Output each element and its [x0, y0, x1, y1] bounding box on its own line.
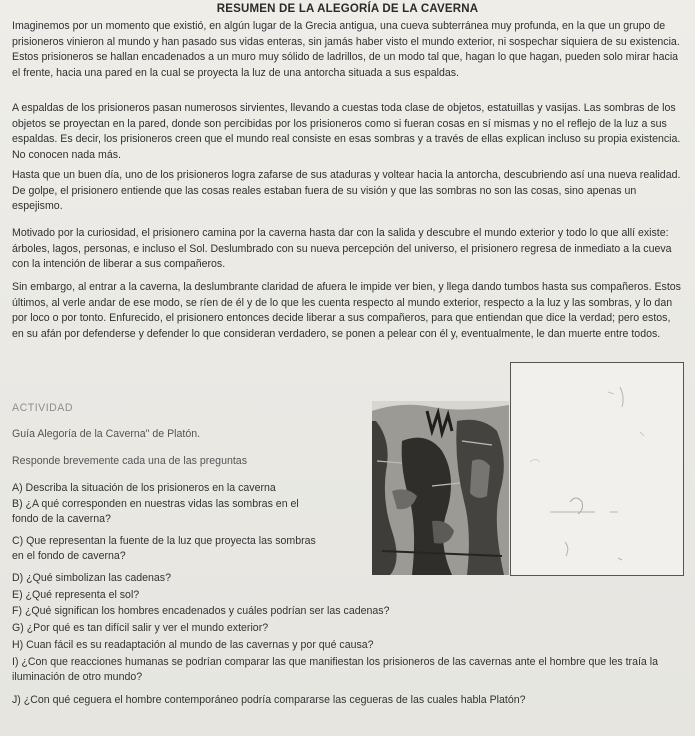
- question-c-line-1: C) Que representan la fuente de la luz que proyecta las sombras: [12, 535, 316, 547]
- question-f: F) ¿Qué significan los hombres encadenados y cuáles podrían ser las cadenas?: [12, 605, 390, 617]
- question-d: D) ¿Qué simbolizan las cadenas?: [12, 572, 171, 584]
- paragraph-3: Hasta que un buen día, uno de los prisioneros logra zafarse de sus ataduras y voltear hacia la antorcha, descubriendo así una nueva realidad. De golpe, el prisionero entiende que las cosas reales estaban fuera de su visión y que las sombras no son las cosas, sino apenas un espejismo.: [12, 169, 681, 213]
- question-e: E) ¿Qué representa el sol?: [12, 589, 140, 601]
- activity-subtitle: Guía Alegoría de la Caverna" de Platón.: [12, 428, 201, 440]
- question-b-line-2: fondo de la caverna?: [12, 513, 111, 525]
- paragraph-5: Sin embargo, al entrar a la caverna, la deslumbrante claridad de afuera le impide ver bien, y llega dando tumbos hasta sus compañeros. Estos últimos, al verle andar de ese modo, se ríen de él y de lo que les cuenta respecto al mundo exterior, respecto a la luz y las sombras, y lo dan por loco o por tonto. Enfurecido, el prisionero entonces decide liberar a sus compañeros, para que entiendan que dice la verdad; pero estos, en su afán por defenderse y defender lo que consideran verdadero, se ponen a pelear con él y, eventualmente, le dan muerte entre todos.: [12, 281, 681, 340]
- activity-heading: ACTIVIDAD: [12, 402, 74, 414]
- question-h: H) Cuan fácil es su readaptación al mundo de las cavernas y por qué causa?: [12, 639, 374, 651]
- question-g: G) ¿Por qué es tan difícil salir y ver el mundo exterior?: [12, 622, 269, 634]
- sketch-illustration-image: [510, 362, 684, 576]
- question-c-line-2: en el fondo de caverna?: [12, 550, 126, 562]
- paragraph-4: Motivado por la curiosidad, el prisionero camina por la caverna hasta dar con la salida y descubre el mundo exterior y todo lo que allí existe: árboles, lagos, personas, e incluso el Sol. Deslumbrado con su nueva percepción del universo, el prisionero regresa de inmediato a la cueva con la intención de liberar a sus compañeros.: [12, 227, 672, 271]
- question-a: A) Describa la situación de los prisioneros en la caverna: [12, 482, 276, 494]
- activity-instruction: Responde brevemente cada una de las preguntas: [12, 455, 247, 467]
- question-b-line-1: B) ¿A qué corresponden en nuestras vidas las sombras en el: [12, 498, 299, 510]
- question-b: [12, 497, 372, 527]
- paragraph-2: A espaldas de los prisioneros pasan numerosos sirvientes, llevando a cuestas toda clase de objetos, estatuillas y vasijas. Las sombras de los objetos se proyectan en la pared, donde son percibidas por los prisioneros como si fueran cosas en sí mismas y no el reflejo de la luz a sus espaldas. Es decir, los prisioneros creen que el mundo real consiste en esas sombras y a través de ellas explican incluso su propia existencia. No conocen nada más.: [12, 102, 681, 161]
- cave-illustration-image: [372, 401, 509, 575]
- question-j: J) ¿Con qué ceguera el hombre contemporáneo podría compararse las cegueras de las cuales habla Platón?: [12, 694, 526, 706]
- question-c: [12, 534, 382, 564]
- page-title: RESUMEN DE LA ALEGORÍA DE LA CAVERNA: [216, 3, 479, 15]
- question-i: I) ¿Con que reacciones humanas se podrían comparar las que manifiestan los prisioneros de las cavernas ante el hombre que les traía la iluminación de otro mundo?: [12, 656, 658, 683]
- paragraph-1: Imaginemos por un momento que existió, en algún lugar de la Grecia antigua, una cueva subterránea muy profunda, en la que un grupo de prisioneros vinieron al mundo y han pasado sus vidas enteras, sin jamás haber visto el mundo exterior, ni sospechar siquiera de su existencia. Estos prisioneros se hallan encadenados a un muro muy sólido de ladrillos, de un modo tal que, hagan lo que hagan, pueden solo mirar hacia el frente, hacia una pared en la cual se proyecta la luz de una antorcha situada a sus espaldas.: [12, 20, 680, 79]
